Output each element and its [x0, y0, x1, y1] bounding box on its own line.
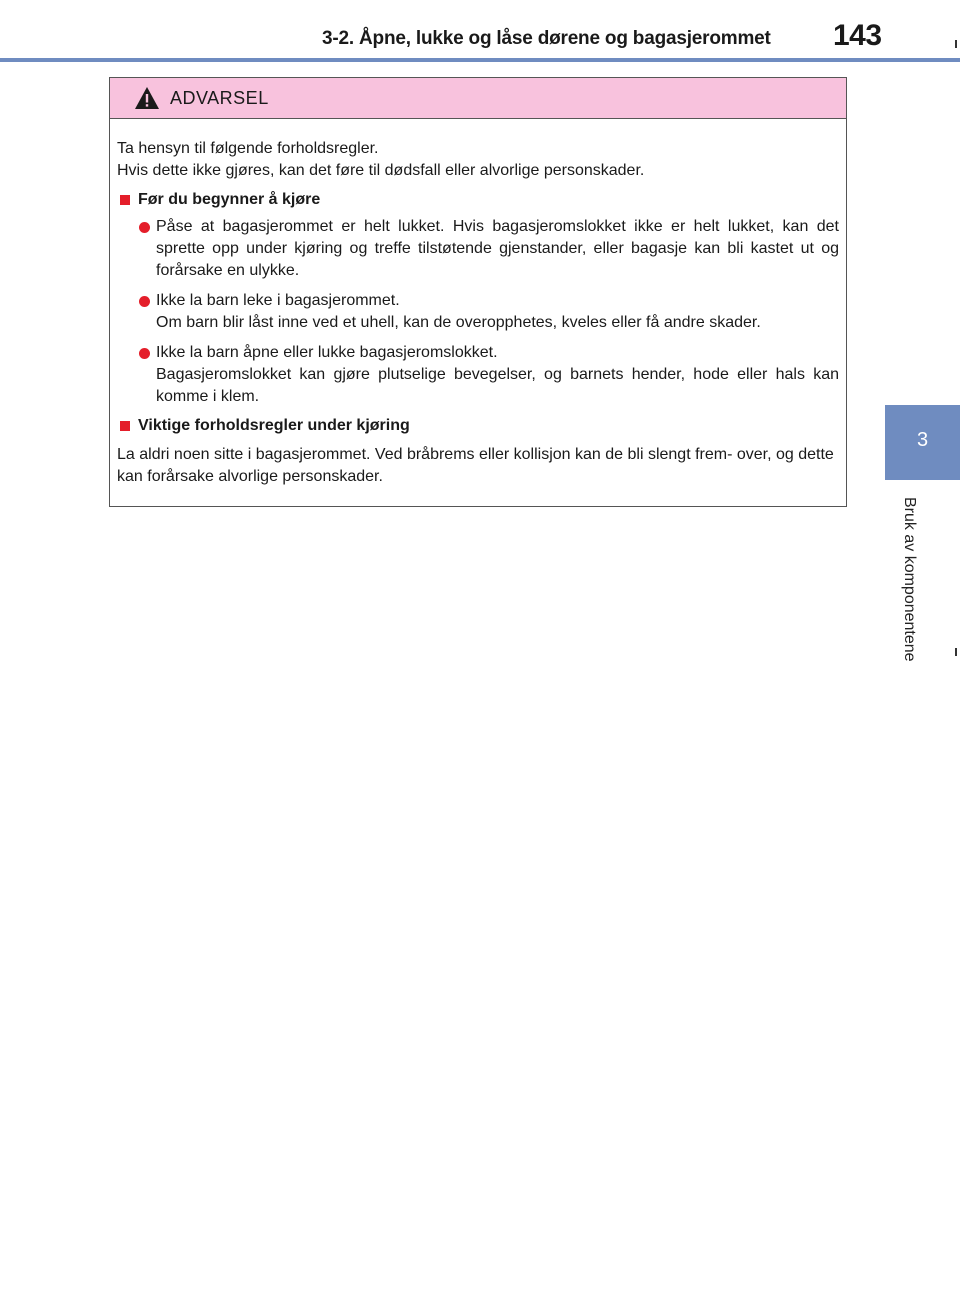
list-item — [117, 290, 839, 334]
chapter-number: 3 — [916, 429, 929, 451]
section-heading — [117, 415, 839, 437]
section-heading-text: Før du begynner å kjøre — [138, 191, 321, 208]
page-header — [0, 0, 960, 62]
warning-triangle-icon — [134, 86, 160, 110]
warning-content — [117, 138, 839, 488]
section-heading-text: Viktige forholdsregler under kjøring — [138, 417, 410, 434]
page-number: 143 — [833, 19, 882, 52]
chapter-label: Bruk av komponentene — [901, 497, 918, 662]
warning-title: ADVARSEL — [170, 88, 269, 108]
square-bullet-icon — [120, 195, 130, 205]
bullet-text: Ikke la barn åpne eller lukke bagasjeromslokket. — [156, 344, 498, 361]
header-rule — [0, 58, 960, 62]
bullet-text: Ikke la barn leke i bagasjerommet. — [156, 292, 400, 309]
bullet-text: Påse at bagasjerommet er helt lukket. Hvis bagasjeromslokket ikke er helt lukket, kan det sprette opp under kjøring og treffe tilstøtende gjenstander, eller bagasje kan bli kastet ut og forårsake en ulykke. — [156, 218, 839, 279]
intro-line: Ta hensyn til følgende forholdsregler. — [117, 140, 379, 157]
bullet-text: Om barn blir låst inne ved et uhell, kan de overopphetes, kveles eller få andre skader. — [156, 314, 761, 331]
list-item — [117, 216, 839, 282]
bullet-text: Bagasjeromslokket kan gjøre plutselige bevegelser, og barnets hender, hode eller hals kan komme i klem. — [156, 366, 839, 405]
section-title: 3-2. Åpne, lukke og låse dørene og bagasjerommet — [322, 28, 771, 49]
intro-line: Hvis dette ikke gjøres, kan det føre til dødsfall eller alvorlige personskader. — [117, 162, 645, 179]
round-bullet-icon — [139, 222, 150, 233]
list-item — [117, 342, 839, 408]
round-bullet-icon — [139, 348, 150, 359]
section-heading — [117, 189, 839, 211]
section-text: La aldri noen sitte i bagasjerommet. Ved bråbrems eller kollisjon kan de bli slengt frem- over, og dette kan forårsake alvorlige personskader. — [117, 446, 834, 485]
chapter-tab — [885, 405, 960, 480]
crop-mark — [955, 648, 957, 656]
warning-header — [110, 78, 846, 119]
crop-mark — [955, 40, 957, 48]
warning-box — [109, 77, 847, 507]
square-bullet-icon — [120, 421, 130, 431]
round-bullet-icon — [139, 296, 150, 307]
